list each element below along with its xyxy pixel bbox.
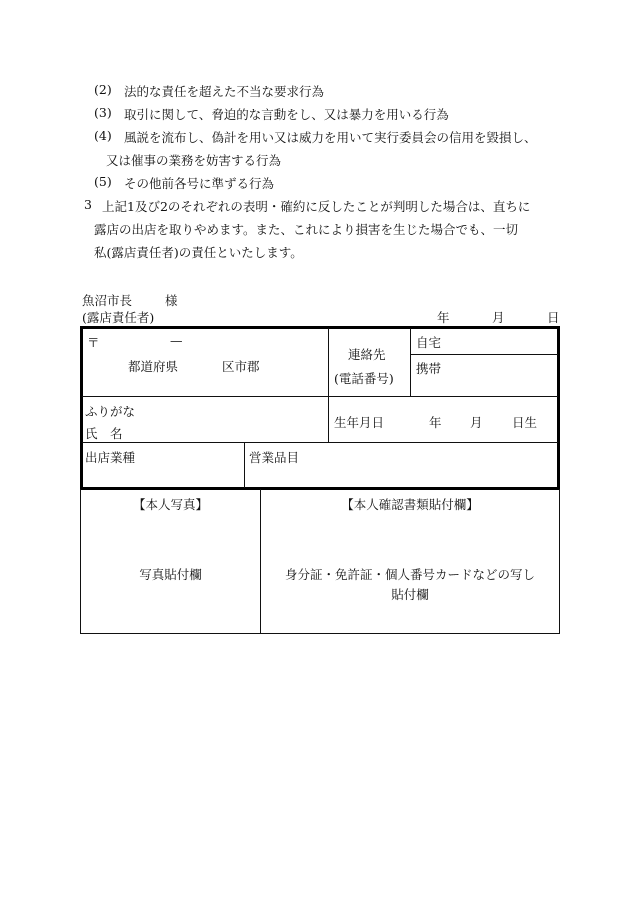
prefecture-label: 都道府県 bbox=[128, 359, 179, 374]
contact-sub-label: (電話番号) bbox=[334, 371, 394, 386]
form-border-top bbox=[80, 326, 560, 329]
form-row-divider bbox=[82, 442, 558, 443]
clause-text: 風説を流布し、偽計を用い又は威力を用いて実行委員会の信用を毀損し、 bbox=[124, 130, 537, 145]
clause-number: (3) bbox=[94, 105, 112, 120]
date-year: 年 bbox=[437, 310, 450, 325]
clause-text: 法的な責任を超えた不当な要求行為 bbox=[124, 84, 325, 99]
attach-border-bottom bbox=[80, 633, 560, 634]
form-row-divider bbox=[82, 396, 558, 397]
id-document-title: 【本人確認書類貼付欄】 bbox=[341, 497, 479, 512]
clause-text-continued: 又は催事の業務を妨害する行為 bbox=[106, 153, 282, 168]
birth-year-label: 年 bbox=[429, 415, 442, 430]
birth-month-label: 月 bbox=[470, 415, 483, 430]
id-document-note: 身分証・免許証・個人番号カードなどの写し bbox=[284, 567, 535, 582]
photo-title: 【本人写真】 bbox=[132, 497, 208, 512]
ward-label: 区市郡 bbox=[222, 359, 260, 374]
attach-border-right bbox=[559, 489, 560, 634]
paragraph-number: 3 bbox=[84, 197, 92, 212]
form-col-divider bbox=[244, 443, 245, 488]
id-document-note: 貼付欄 bbox=[391, 587, 429, 602]
form-border-right bbox=[557, 326, 560, 490]
furigana-label: ふりがな bbox=[85, 404, 136, 419]
form-col-divider bbox=[328, 328, 329, 443]
addressee-honorific: 様 bbox=[165, 293, 178, 308]
responsible-person-label: (露店責任者) bbox=[82, 310, 155, 325]
paragraph-line: 私(露店責任者)の責任といたします。 bbox=[94, 245, 303, 260]
mobile-phone-label: 携帯 bbox=[416, 361, 442, 376]
clause-number: (2) bbox=[94, 82, 112, 97]
paragraph-line: 露店の出店を取りやめます。また、これにより損害を生じた場合でも、一切 bbox=[94, 222, 519, 237]
business-type-label: 出店業種 bbox=[85, 450, 136, 465]
clause-number: (4) bbox=[94, 128, 112, 143]
form-border-left bbox=[80, 326, 83, 490]
birth-date-label: 生年月日 bbox=[334, 415, 385, 430]
clause-text: 取引に関して、脅迫的な言動をし、又は暴力を用いる行為 bbox=[124, 107, 449, 122]
clause-number: (5) bbox=[94, 174, 112, 189]
photo-note: 写真貼付欄 bbox=[139, 567, 202, 582]
birth-day-label: 日生 bbox=[512, 415, 538, 430]
postal-dash: — bbox=[170, 333, 183, 348]
postal-mark: 〒 bbox=[87, 335, 100, 350]
paragraph-line: 上記1及び2のそれぞれの表明・確約に反したことが判明した場合は、直ちに bbox=[102, 199, 531, 214]
form-col-divider bbox=[410, 328, 411, 397]
date-month: 月 bbox=[492, 310, 505, 325]
name-label: 氏 名 bbox=[85, 426, 123, 441]
form-border-bottom bbox=[80, 487, 560, 490]
date-day: 日 bbox=[547, 310, 560, 325]
home-phone-label: 自宅 bbox=[416, 335, 442, 350]
addressee-name: 魚沼市長 bbox=[82, 293, 133, 308]
form-phone-divider bbox=[410, 354, 558, 355]
contact-label: 連絡先 bbox=[348, 347, 386, 362]
clause-text: その他前各号に準ずる行為 bbox=[124, 176, 275, 191]
products-label: 営業品目 bbox=[249, 450, 300, 465]
